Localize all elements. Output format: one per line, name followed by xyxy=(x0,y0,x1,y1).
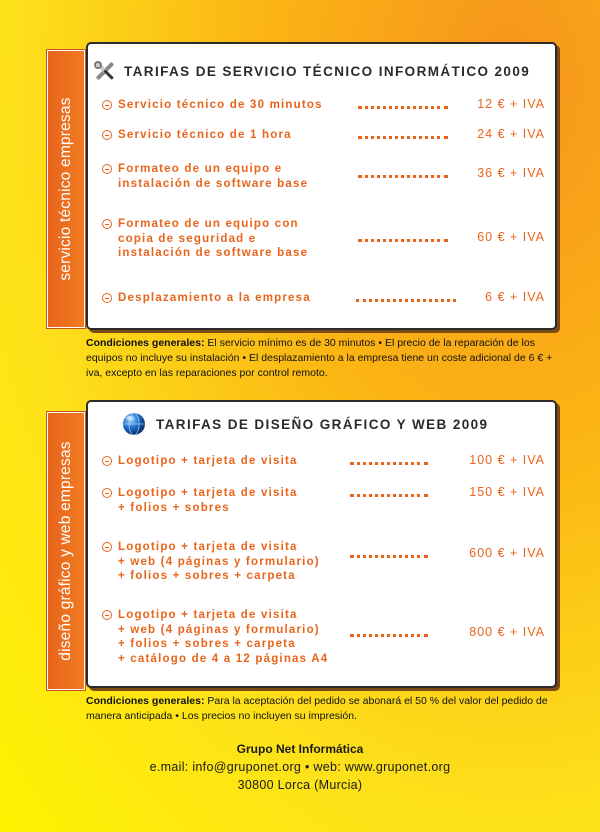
item-price: 24 € + IVA xyxy=(477,127,545,141)
card-title-row xyxy=(88,61,555,81)
dot-leader xyxy=(350,555,428,558)
item-label: Logotipo + tarjeta de visita xyxy=(118,609,298,621)
rate-item xyxy=(102,128,541,143)
item-label: + folios + sobres + carpeta xyxy=(118,570,296,582)
technical-rates-card xyxy=(86,42,557,330)
item-label: Servicio técnico de 30 minutos xyxy=(118,99,323,111)
conditions-label: Condiciones generales: xyxy=(86,337,205,349)
item-label: Logotipo + tarjeta de visita xyxy=(118,455,298,467)
item-label: Logotipo + tarjeta de visita xyxy=(118,487,298,499)
conditions-text: El servicio mínimo es de 30 minutos • El precio de la reparación de los equipos no incluye su instalación • El desplazamiento a la empresa tiene un coste adicional de 6 € + iva, excepto en las reparaciones por control remoto. xyxy=(86,337,553,379)
dot-leader xyxy=(358,106,448,109)
dot-leader xyxy=(358,136,448,139)
footer-address: 30800 Lorca (Murcia) xyxy=(237,778,363,792)
item-price: 150 € + IVA xyxy=(469,485,545,499)
bullet-icon xyxy=(102,488,112,498)
card-title: TARIFAS DE DISEÑO GRÁFICO Y WEB 2009 xyxy=(156,416,489,432)
conditions-design xyxy=(86,694,556,724)
item-price: 60 € + IVA xyxy=(477,230,545,244)
item-label: Formateo de un equipo con xyxy=(118,218,299,230)
bullet-icon xyxy=(102,164,112,174)
item-label: + web (4 páginas y formulario) xyxy=(118,555,320,568)
side-tab-label: servicio técnico empresas xyxy=(57,97,74,281)
card-title: TARIFAS DE SERVICIO TÉCNICO INFORMÁTICO 2009 xyxy=(124,63,531,79)
dot-leader xyxy=(358,239,448,242)
item-price: 36 € + IVA xyxy=(477,166,545,180)
item-label: Desplazamiento a la empresa xyxy=(118,292,311,304)
item-label: instalación de software base xyxy=(118,247,309,259)
bullet-icon xyxy=(102,293,112,303)
conditions-text: Para la aceptación del pedido se abonará el 50 % del valor del pedido de manera anticipada • Los precios no incluyen su impresión. xyxy=(86,695,548,722)
item-label: copia de seguridad e xyxy=(118,232,257,245)
side-tab-design xyxy=(47,412,85,690)
tools-icon xyxy=(94,61,116,81)
item-label: + catálogo de 4 a 12 páginas A4 xyxy=(118,652,329,665)
item-label: + web (4 páginas y formulario) xyxy=(118,623,320,636)
item-label: instalación de software base xyxy=(118,177,309,190)
conditions-label: Condiciones generales: xyxy=(86,695,205,707)
rate-item xyxy=(102,162,541,191)
item-label: + folios + sobres xyxy=(118,501,230,514)
dot-leader xyxy=(350,494,428,497)
item-price: 800 € + IVA xyxy=(469,625,545,639)
design-rates-card xyxy=(86,400,557,688)
side-tab-technical xyxy=(47,50,85,328)
item-price: 600 € + IVA xyxy=(469,546,545,560)
bullet-icon xyxy=(102,130,112,140)
dot-leader xyxy=(356,299,456,302)
bullet-icon xyxy=(102,456,112,466)
side-tab-label: diseño gráfico y web empresas xyxy=(57,441,74,661)
footer-company: Grupo Net Informática xyxy=(236,742,364,756)
dot-leader xyxy=(350,462,428,465)
item-label: Servicio técnico de 1 hora xyxy=(118,129,292,141)
item-price: 100 € + IVA xyxy=(469,453,545,467)
dot-leader xyxy=(350,634,428,637)
card-title-row xyxy=(88,412,555,436)
item-price: 12 € + IVA xyxy=(477,97,545,111)
bullet-icon xyxy=(102,100,112,110)
globe-icon xyxy=(122,412,146,436)
item-label: + folios + sobres + carpeta xyxy=(118,638,296,650)
item-label: Formateo de un equipo e xyxy=(118,163,283,175)
item-label: Logotipo + tarjeta de visita xyxy=(118,541,298,553)
item-price: 6 € + IVA xyxy=(485,290,545,304)
rate-item xyxy=(102,98,541,113)
conditions-technical xyxy=(86,336,556,381)
rate-item xyxy=(102,291,541,306)
bullet-icon xyxy=(102,610,112,620)
footer-contact: e.mail: info@gruponet.org • web: www.gruponet.org xyxy=(149,760,451,774)
rate-item xyxy=(102,217,541,261)
bullet-icon xyxy=(102,219,112,229)
dot-leader xyxy=(358,175,448,178)
bullet-icon xyxy=(102,542,112,552)
